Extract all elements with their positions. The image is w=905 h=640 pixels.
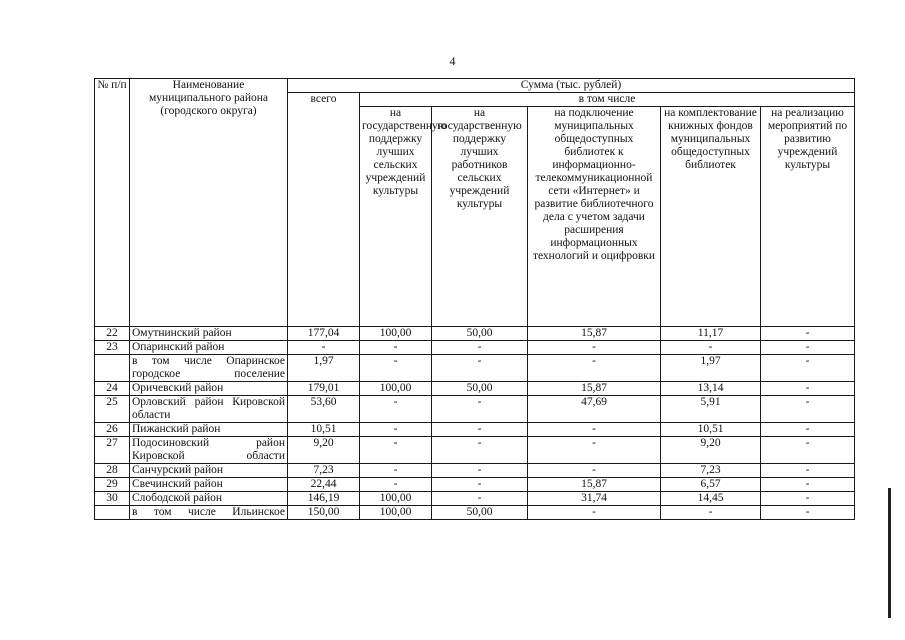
table-row	[95, 464, 855, 478]
cell-name: Пижанский район	[130, 423, 288, 437]
cell-total: 53,60	[288, 396, 360, 423]
cell-name: Опаринский район	[130, 341, 288, 355]
cell-total: 1,97	[288, 355, 360, 382]
cell-name: Свечинский район	[130, 478, 288, 492]
cell-total: 10,51	[288, 423, 360, 437]
cell-v4: 11,17	[661, 327, 761, 341]
cell-num: 25	[95, 396, 130, 423]
cell-v5: -	[761, 341, 855, 355]
cell-total: 7,23	[288, 464, 360, 478]
cell-v3: 15,87	[528, 382, 661, 396]
cell-name: Омутнинский район	[130, 327, 288, 341]
cell-total: -	[288, 341, 360, 355]
cell-num: 24	[95, 382, 130, 396]
cell-total: 9,20	[288, 437, 360, 464]
cell-v3: -	[528, 341, 661, 355]
cell-name: Орловский район Кировской области	[130, 396, 288, 423]
cell-v3: -	[528, 423, 661, 437]
cell-v2: -	[432, 423, 528, 437]
cell-v4: -	[661, 341, 761, 355]
cell-v2: -	[432, 341, 528, 355]
cell-name: в том числе Ильинское	[130, 506, 288, 520]
cell-v4: 9,20	[661, 437, 761, 464]
header-name: Наименование муниципального района (городского округа)	[130, 79, 288, 327]
cell-name: Оричевский район	[130, 382, 288, 396]
cell-v4: 6,57	[661, 478, 761, 492]
cell-v5: -	[761, 327, 855, 341]
cell-v2: -	[432, 355, 528, 382]
scan-edge-mark	[888, 488, 891, 618]
cell-v4: 5,91	[661, 396, 761, 423]
cell-v3: 31,74	[528, 492, 661, 506]
cell-v2: -	[432, 396, 528, 423]
table-row	[95, 327, 855, 341]
cell-num	[95, 355, 130, 382]
cell-v5: -	[761, 423, 855, 437]
cell-v5: -	[761, 506, 855, 520]
table-row	[95, 492, 855, 506]
cell-v4: 7,23	[661, 464, 761, 478]
cell-total: 179,01	[288, 382, 360, 396]
header-state-support-institutions: на государственную поддержку лучших сельских учреждений культуры	[360, 107, 432, 327]
cell-v1: -	[360, 396, 432, 423]
cell-total: 146,19	[288, 492, 360, 506]
cell-num: 27	[95, 437, 130, 464]
table-row	[95, 423, 855, 437]
cell-total: 177,04	[288, 327, 360, 341]
cell-v4: -	[661, 506, 761, 520]
header-total: всего	[288, 93, 360, 327]
page-number: 4	[449, 54, 456, 68]
cell-name: Слободской район	[130, 492, 288, 506]
cell-total: 22,44	[288, 478, 360, 492]
cell-v3: -	[528, 355, 661, 382]
cell-v2: -	[432, 437, 528, 464]
table-row	[95, 355, 855, 382]
cell-v1: -	[360, 478, 432, 492]
cell-v1: -	[360, 341, 432, 355]
header-culture-development: на реализацию мероприятий по развитию учреждений культуры	[761, 107, 855, 327]
cell-total: 150,00	[288, 506, 360, 520]
cell-v3: 15,87	[528, 327, 661, 341]
cell-v4: 10,51	[661, 423, 761, 437]
table-row	[95, 437, 855, 464]
cell-num: 26	[95, 423, 130, 437]
header-library-internet: на подключение муниципальных общедоступных библиотек к информационно-телекоммуникационной сети «Интернет» и развитие библиотечного дела с учетом задачи расширения информационных технологий и оцифровки	[528, 107, 661, 327]
cell-v2: 50,00	[432, 506, 528, 520]
cell-v5: -	[761, 464, 855, 478]
cell-num: 29	[95, 478, 130, 492]
funding-table	[94, 78, 855, 520]
cell-v1: 100,00	[360, 327, 432, 341]
header-state-support-workers: на государственную поддержку лучших работников сельских учреждений культуры	[432, 107, 528, 327]
cell-v2: -	[432, 464, 528, 478]
table-row	[95, 341, 855, 355]
cell-num: 23	[95, 341, 130, 355]
cell-v5: -	[761, 492, 855, 506]
cell-num: 28	[95, 464, 130, 478]
cell-v4: 14,45	[661, 492, 761, 506]
header-including: в том числе	[360, 93, 855, 107]
cell-v2: 50,00	[432, 327, 528, 341]
cell-v3: -	[528, 437, 661, 464]
cell-v1: 100,00	[360, 382, 432, 396]
cell-v1: -	[360, 423, 432, 437]
header-num: № п/п	[95, 79, 130, 327]
header-sum: Сумма (тыс. рублей)	[288, 79, 855, 93]
cell-v5: -	[761, 396, 855, 423]
cell-name: Санчурский район	[130, 464, 288, 478]
cell-v2: -	[432, 478, 528, 492]
cell-v1: -	[360, 437, 432, 464]
cell-num	[95, 506, 130, 520]
cell-name: в том числе Опаринское городское поселение	[130, 355, 288, 382]
cell-v5: -	[761, 478, 855, 492]
table-row	[95, 396, 855, 423]
table-row	[95, 506, 855, 520]
table-row	[95, 382, 855, 396]
cell-v5: -	[761, 355, 855, 382]
cell-v2: 50,00	[432, 382, 528, 396]
cell-v5: -	[761, 437, 855, 464]
cell-v2: -	[432, 492, 528, 506]
cell-v4: 1,97	[661, 355, 761, 382]
cell-num: 22	[95, 327, 130, 341]
cell-v1: 100,00	[360, 506, 432, 520]
cell-v5: -	[761, 382, 855, 396]
cell-v3: -	[528, 506, 661, 520]
table-row	[95, 478, 855, 492]
cell-v4: 13,14	[661, 382, 761, 396]
cell-v3: 15,87	[528, 478, 661, 492]
cell-v3: 47,69	[528, 396, 661, 423]
cell-v1: 100,00	[360, 492, 432, 506]
cell-v1: -	[360, 355, 432, 382]
header-book-funds: на комплектование книжных фондов муниципальных общедоступных библиотек	[661, 107, 761, 327]
cell-num: 30	[95, 492, 130, 506]
cell-v3: -	[528, 464, 661, 478]
cell-v1: -	[360, 464, 432, 478]
cell-name: Подосиновский район Кировской области	[130, 437, 288, 464]
